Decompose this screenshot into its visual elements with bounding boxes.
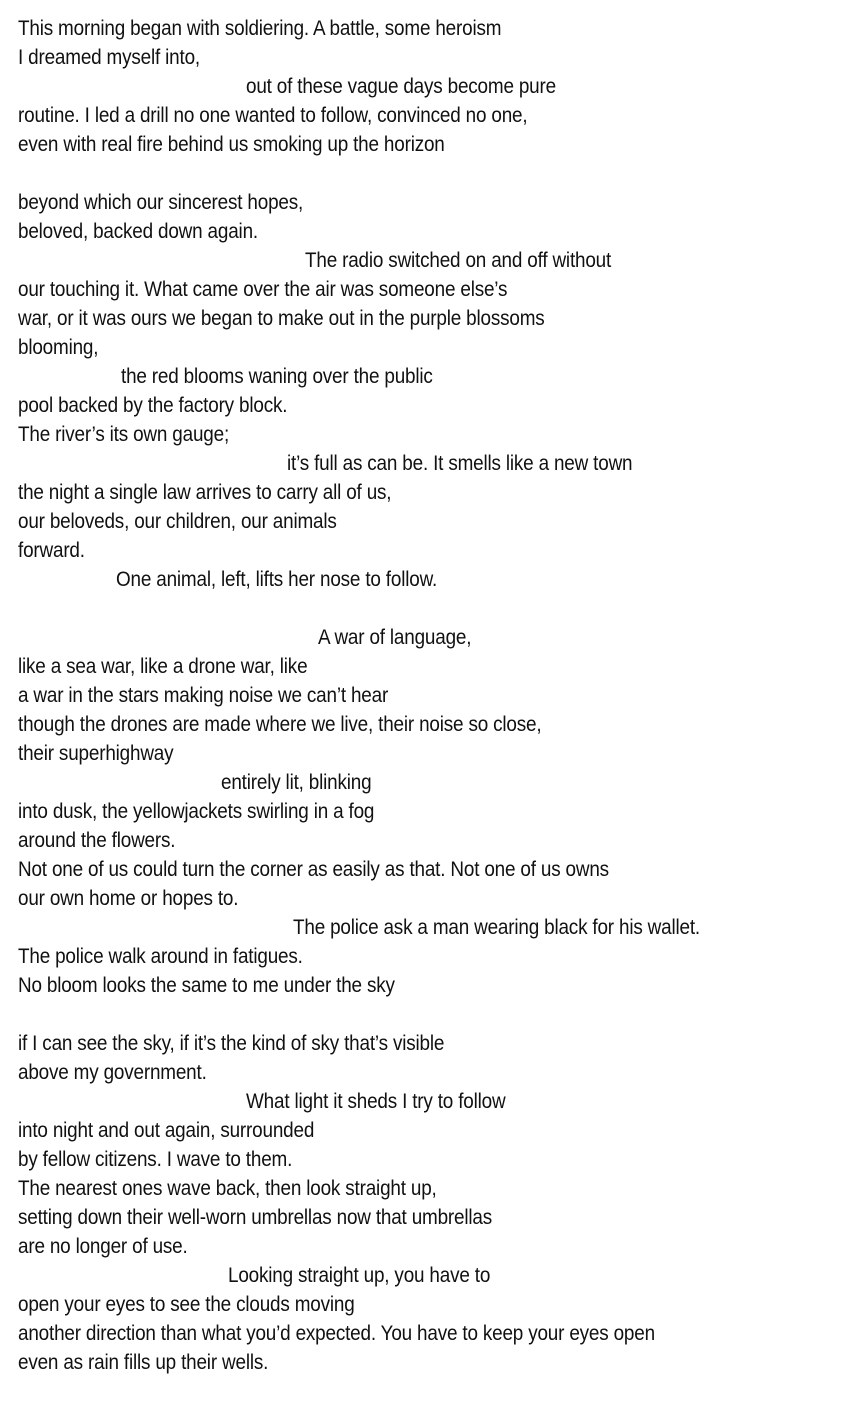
poem-line-text: pool backed by the factory block. [18, 394, 288, 417]
poem-line [18, 884, 838, 913]
poem-line [18, 507, 838, 536]
poem-line-indented [18, 246, 838, 275]
poem-line-text: A war of language, [318, 626, 472, 649]
poem-line-text: our own home or hopes to. [18, 887, 239, 910]
poem-line-text: into dusk, the yellowjackets swirling in a fog [18, 800, 375, 823]
stanza-break [18, 594, 838, 623]
poem-line-text: above my government. [18, 1061, 207, 1084]
poem-line [18, 1145, 838, 1174]
poem-body [18, 14, 838, 1377]
poem-line [18, 971, 838, 1000]
poem-line [18, 942, 838, 971]
poem-line-text: The police ask a man wearing black for his wallet. [293, 916, 700, 939]
poem-line-text: if I can see the sky, if it’s the kind of sky that’s visible [18, 1032, 445, 1055]
poem-line [18, 217, 838, 246]
poem-line-text: a war in the stars making noise we can’t hear [18, 684, 389, 707]
poem-line-text: blooming, [18, 336, 99, 359]
poem-line [18, 1348, 838, 1377]
poem-line [18, 101, 838, 130]
poem-line-indented [18, 913, 838, 942]
poem-line-text: out of these vague days become pure [246, 75, 556, 98]
poem-line [18, 826, 838, 855]
poem-line-indented [18, 768, 838, 797]
poem-line-text: the red blooms waning over the public [121, 365, 433, 388]
poem-line-text: What light it sheds I try to follow [246, 1090, 506, 1113]
poem-line-text: The radio switched on and off without [305, 249, 612, 272]
poem-line [18, 43, 838, 72]
poem-line-indented [18, 623, 838, 652]
poem-line-text: are no longer of use. [18, 1235, 188, 1258]
poem-line-text: The river’s its own gauge; [18, 423, 230, 446]
poem-line [18, 1290, 838, 1319]
poem-line [18, 1029, 838, 1058]
poem-line-text: by fellow citizens. I wave to them. [18, 1148, 293, 1171]
poem-line [18, 1203, 838, 1232]
poem-line-text: our touching it. What came over the air was someone else’s [18, 278, 508, 301]
poem-line [18, 1058, 838, 1087]
poem-line [18, 1116, 838, 1145]
poem-line-text: like a sea war, like a drone war, like [18, 655, 308, 678]
poem-line-text: No bloom looks the same to me under the sky [18, 974, 395, 997]
poem-line [18, 739, 838, 768]
poem-line-indented [18, 362, 838, 391]
poem-line [18, 855, 838, 884]
poem-line [18, 14, 838, 43]
stanza-break [18, 159, 838, 188]
stanza-break [18, 1000, 838, 1029]
poem-line [18, 681, 838, 710]
poem-line [18, 420, 838, 449]
poem-line-text: the night a single law arrives to carry all of us, [18, 481, 392, 504]
poem-line-text: forward. [18, 539, 85, 562]
poem-line [18, 478, 838, 507]
poem-line-text: This morning began with soldiering. A battle, some heroism [18, 17, 502, 40]
poem-line-text: open your eyes to see the clouds moving [18, 1293, 355, 1316]
poem-line [18, 1232, 838, 1261]
poem-line-indented [18, 1261, 838, 1290]
poem-line [18, 1319, 838, 1348]
poem-line-indented [18, 449, 838, 478]
poem-line [18, 391, 838, 420]
poem-line [18, 536, 838, 565]
poem-line-text: even as rain fills up their wells. [18, 1351, 269, 1374]
poem-line-text: beyond which our sincerest hopes, [18, 191, 304, 214]
poem-line-text: around the flowers. [18, 829, 176, 852]
poem-line-text: One animal, left, lifts her nose to follow. [116, 568, 438, 591]
poem-line-text: war, or it was ours we began to make out in the purple blossoms [18, 307, 545, 330]
poem-line-text: even with real fire behind us smoking up the horizon [18, 133, 445, 156]
poem-line [18, 1174, 838, 1203]
poem-line [18, 797, 838, 826]
poem-line-text: Looking straight up, you have to [228, 1264, 491, 1287]
poem-line-text: The nearest ones wave back, then look straight up, [18, 1177, 437, 1200]
poem-line [18, 188, 838, 217]
poem-line-text: I dreamed myself into, [18, 46, 200, 69]
poem-line-text: entirely lit, blinking [221, 771, 372, 794]
poem-line-text: their superhighway [18, 742, 174, 765]
poem-line-indented [18, 72, 838, 101]
poem-line [18, 652, 838, 681]
poem-line-text: routine. I led a drill no one wanted to follow, convinced no one, [18, 104, 528, 127]
poem-line-text: beloved, backed down again. [18, 220, 258, 243]
poem-line [18, 710, 838, 739]
poem-line-text: Not one of us could turn the corner as easily as that. Not one of us owns [18, 858, 609, 881]
poem-line-text: our beloveds, our children, our animals [18, 510, 337, 533]
poem-line [18, 304, 838, 333]
poem-line-indented [18, 1087, 838, 1116]
poem-line-text: setting down their well-worn umbrellas now that umbrellas [18, 1206, 493, 1229]
poem-line-text: though the drones are made where we live, their noise so close, [18, 713, 542, 736]
poem-line-text: The police walk around in fatigues. [18, 945, 303, 968]
poem-line-text: it’s full as can be. It smells like a new town [287, 452, 633, 475]
poem-line [18, 275, 838, 304]
poem-line [18, 130, 838, 159]
poem-line-text: another direction than what you’d expected. You have to keep your eyes open [18, 1322, 655, 1345]
poem-line [18, 333, 838, 362]
poem-line-text: into night and out again, surrounded [18, 1119, 315, 1142]
poem-line-indented [18, 565, 838, 594]
